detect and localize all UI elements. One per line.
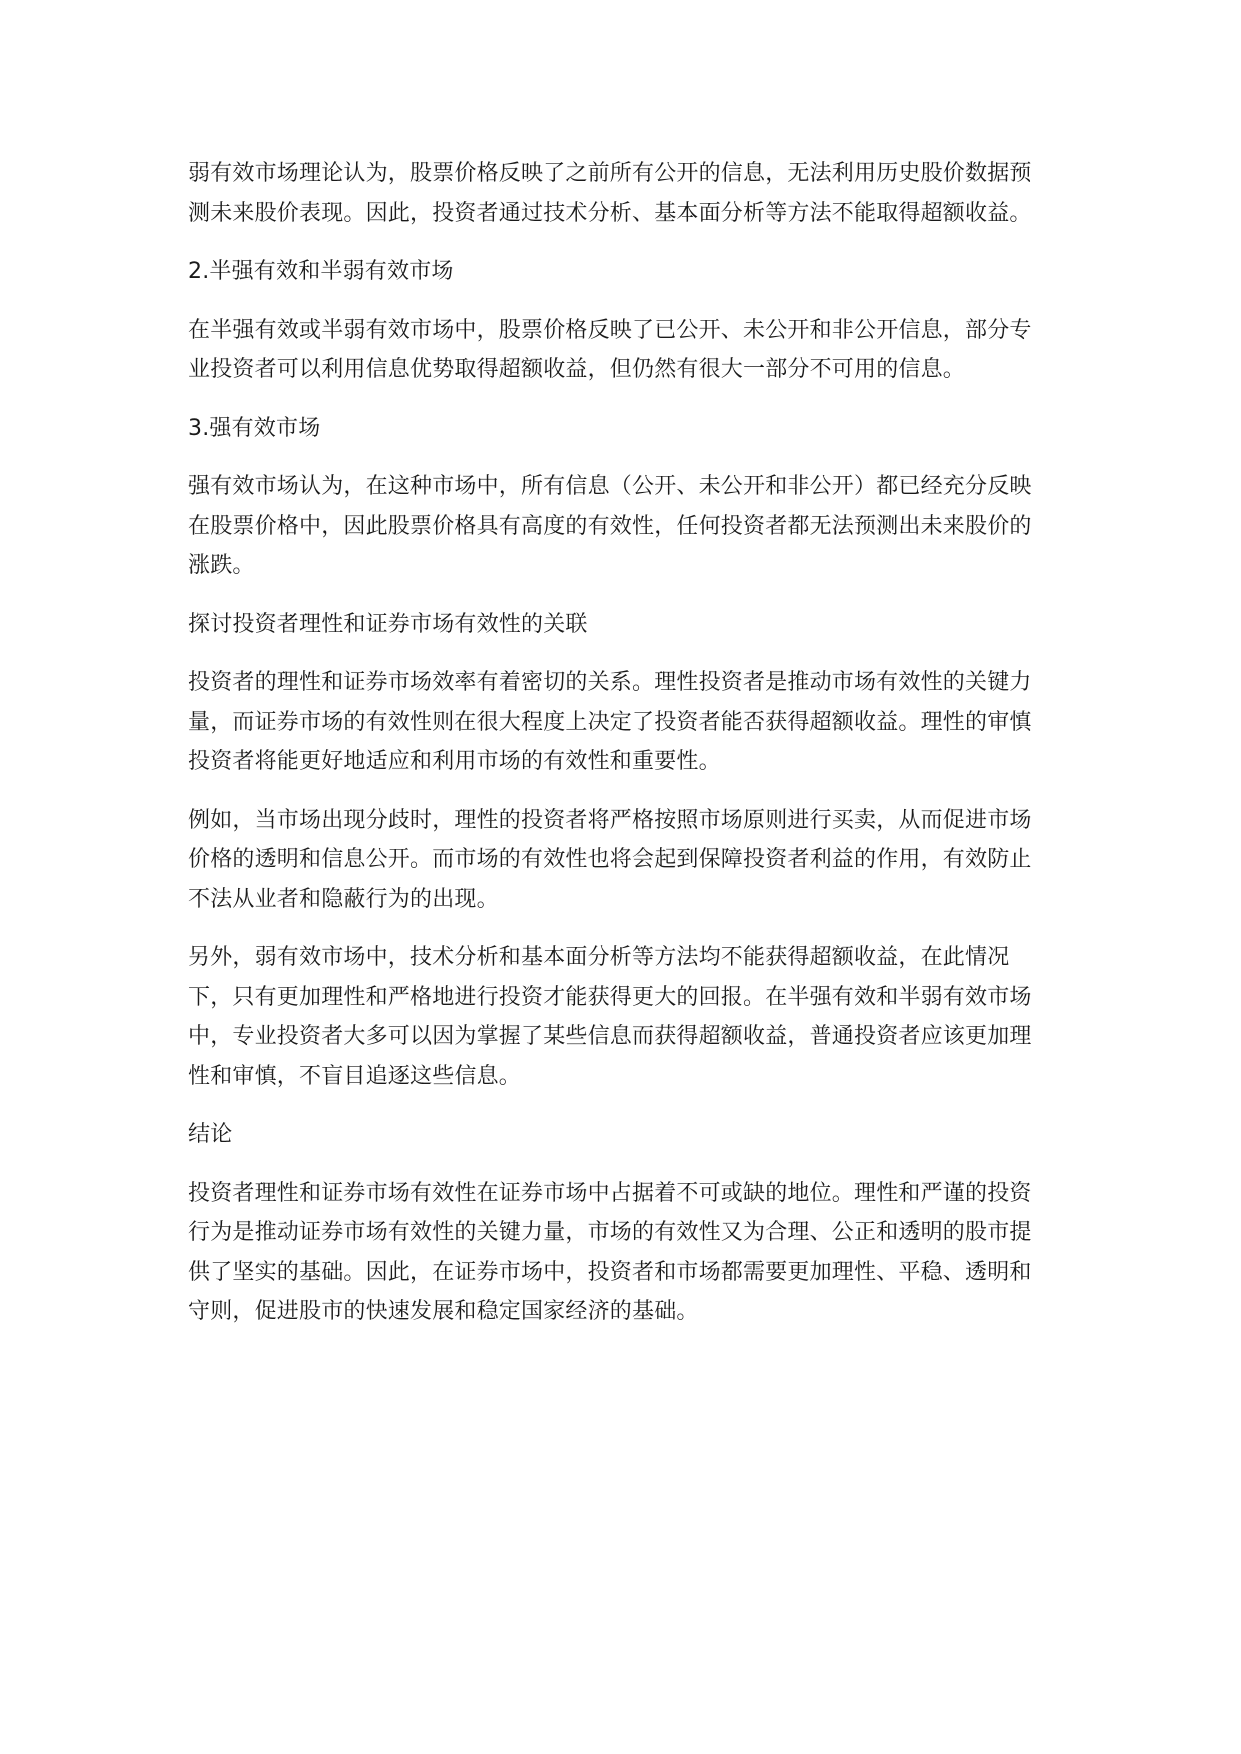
heading-strong-efficient: 3.强有效市场 [188,415,321,441]
heading-semi-strong-semi-weak: 2.半强有效和半弱有效市场 [188,259,454,284]
paragraph-additionally: 另外，弱有效市场中，技术分析和基本面分析等方法均不能获得超额收益，在此情况下，只有更加理性和严格地进行投资才能获得更大的回报。在半强有效和半弱有效市场中，专业投资者大多可以因为掌握了某些信息而获得超额收益，普通投资者应该更加理性和审慎，不盲目追逐这些信息。 [188,945,1032,1089]
paragraph-example: 例如，当市场出现分歧时，理性的投资者将严格按照市场原则进行买卖，从而促进市场价格的透明和信息公开。而市场的有效性也将会起到保障投资者利益的作用，有效防止不法从业者和隐蔽行为的出现。 [188,807,1032,912]
paragraph-weak-efficient-market: 弱有效市场理论认为，股票价格反映了之前所有公开的信息，无法利用历史股价数据预测未来股价表现。因此，投资者通过技术分析、基本面分析等方法不能取得超额收益。 [188,161,1032,226]
paragraph-strong-efficient-market: 强有效市场认为，在这种市场中，所有信息（公开、未公开和非公开）都已经充分反映在股票价格中，因此股票价格具有高度的有效性，任何投资者都无法预测出未来股价的涨跌。 [188,474,1032,578]
heading-rationality-efficiency: 探讨投资者理性和证券市场有效性的关联 [188,611,588,637]
paragraph-conclusion: 投资者理性和证券市场有效性在证券市场中占据着不可或缺的地位。理性和严谨的投资行为是推动证券市场有效性的关键力量，市场的有效性又为合理、公正和透明的股市提供了坚实的基础。因此，在证券市场中，投资者和市场都需要更加理性、平稳、透明和守则，促进股市的快速发展和稳定国家经济的基础。 [188,1180,1032,1324]
paragraph-semi-strong-market: 在半强有效或半弱有效市场中，股票价格反映了已公开、未公开和非公开信息，部分专业投资者可以利用信息优势取得超额收益，但仍然有很大一部分不可用的信息。 [188,317,1032,382]
document-body [188,154,1050,1332]
paragraph-rationality-relationship: 投资者的理性和证券市场效率有着密切的关系。理性投资者是推动市场有效性的关键力量，而证券市场的有效性则在很大程度上决定了投资者能否获得超额收益。理性的审慎投资者将能更好地适应和利用市场的有效性和重要性。 [188,670,1032,774]
heading-conclusion: 结论 [188,1122,233,1147]
